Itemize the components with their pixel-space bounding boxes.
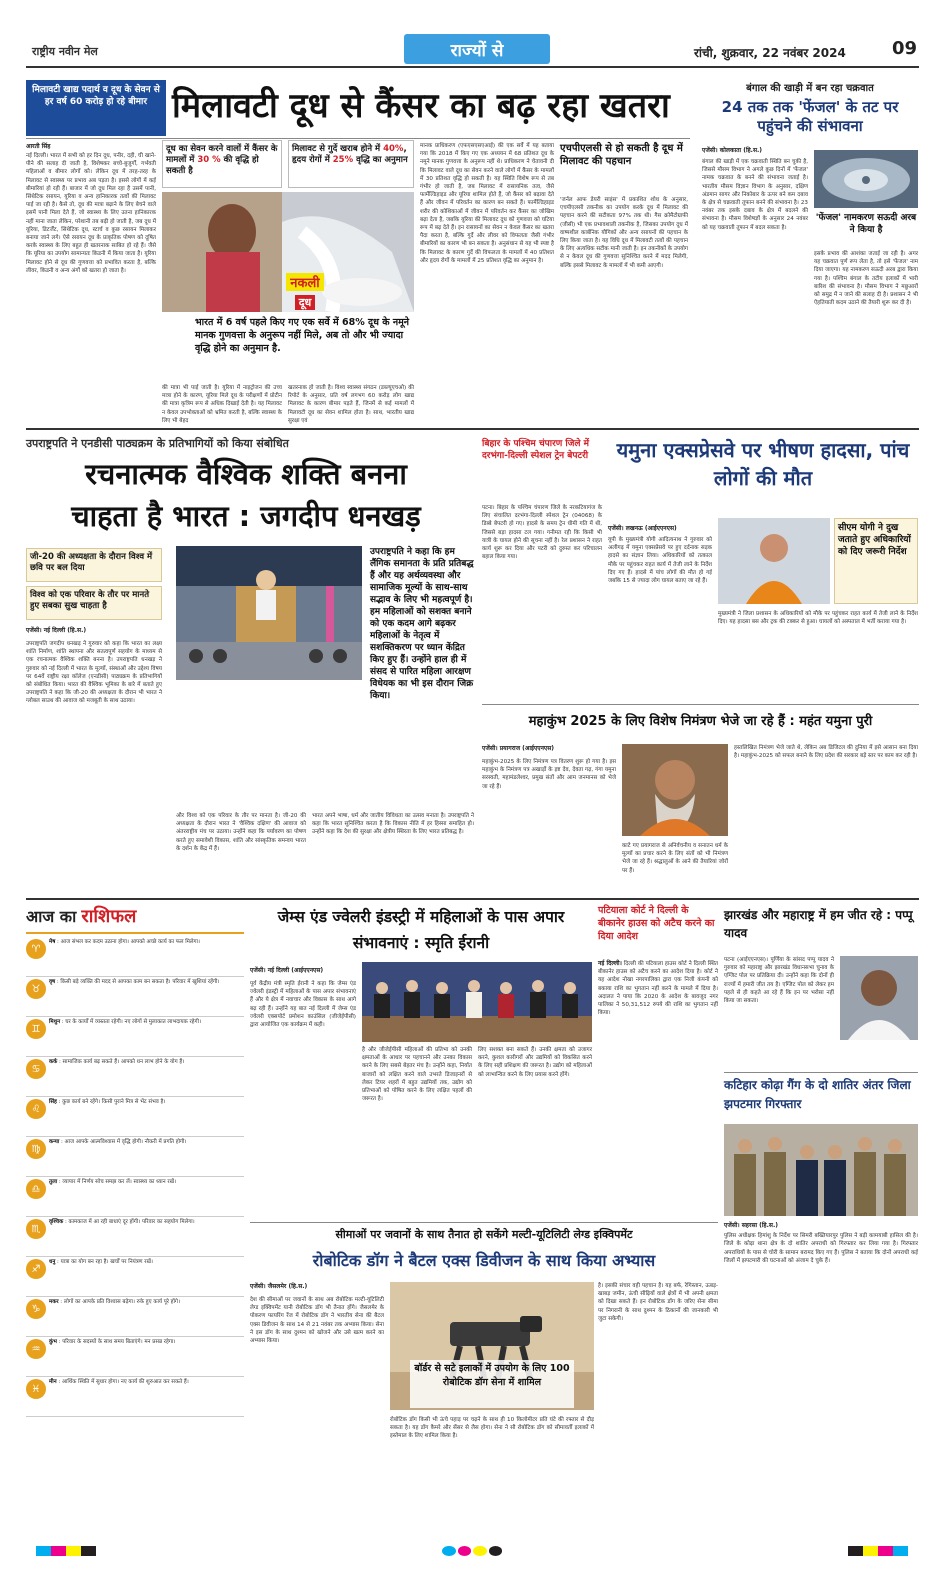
rashi-text: सिंह : कुछ कार्य बने रहेंगे। किसी पुराने मित्र से भेंट संभव है। <box>49 1099 166 1105</box>
smriti-byline: एजेंसी। नई दिल्ली (आईएएनएस) <box>250 967 324 974</box>
dhankhar-callout-2-text: विश्व को एक परिवार के तौर पर मानते हुए सबका सुख चाहता है <box>30 590 150 611</box>
rashi-text: मिथुन : घर के कार्यों में व्यस्तता रहेगी। नए लोगों से मुलाकात लाभदायक रहेगी। <box>49 1019 202 1025</box>
zodiac-icon: ♐ <box>26 1259 46 1279</box>
rashi-prediction: यात्रा का योग बन रहा है। खर्चों पर नियंत्रण रखें। <box>60 1259 153 1265</box>
masthead <box>26 34 919 68</box>
rashi-prediction: आज संभल कर कदम उठाना होगा। आपको अच्छे कार्य का फल मिलेगा। <box>60 939 200 945</box>
rashi-item <box>26 1017 244 1057</box>
rashi-prediction: आर्थिक स्थिति में सुधार होगा। नए कार्य की शुरुआत कर सकते हैं। <box>61 1379 189 1385</box>
callout-1-num: 30 % <box>197 155 221 165</box>
rashi-prediction: किसी बड़े व्यक्ति की मदद से आपका काम बन सकता है। परिवार में खुशियां रहेंगी। <box>60 979 220 985</box>
milk-headline: मिलावटी दूध से कैंसर का बढ़ रहा खतरा <box>172 86 670 126</box>
yogi-caption: सीएम योगी ने दुख जताते हुए अधिकारियों को दिए जरूरी निर्देश <box>838 523 911 557</box>
rashi-sign: कर्क <box>49 1059 58 1065</box>
rashi-prediction: व्यापार में निर्णय सोच समझ कर लें। स्वास्थ्य का ध्यान रखें। <box>62 1179 177 1185</box>
rashi-item <box>26 1297 244 1337</box>
fake-milk-label-1: नकली <box>286 273 323 291</box>
cyclone-caption: 'फेंजल' नामकरण सऊदी अरब ने किया है <box>815 213 917 235</box>
milk-body-1: नई दिल्ली। भारत में सभी को हर दिन दूध, पनीर, दही, घी खाने-पीने की सलाह दी जाती है, विशेषकर बच्चे-बुजुर्गों, गर्भवती महिलाओं व बीमार लोगों को। लेकिन दूध में तरह-तरह के मिलावट से स्वास्थ्य पर प्रभाव अब पड़ता है। इससे लोगों में कई बीमारियां हो रही हैं। बाजार में जो दूध मिल रहा है उसमें पानी, सिंथेटिक रसायन, यूरिया व अन्य हानिकारक तत्वों की मिलावट पाई जा रही है। कैसे तो, दूध की मात्रा बढ़ाने के लिए बेचने वाले इसमें पानी मिला देते हैं, जो स्वास्थ्य के लिए उतना हानिकारक नहीं माना जाता लेकिन, परेशानी तब बढ़ी हो जाती है, जब दूध में यूरिया, डिटर्जेंट, सिंथेटिक दूध, स्टार्च व कुछ रसायन मिलाकर बनाया जाने लगे। ऐसे रसायन दूध के प्राकृतिक पोषण को दूषित करके स्वास्थ्य के लिए बहुत ही खतरनाक साबित हो रहे हैं। जैसे कि यूरिया का उपयोग सामान्यतः किडनी में किया जाता है। यूरिया मिलावट होने से दूध की गुणवत्ता को प्रभावित करता है, बल्कि लीवर, किडनी व अन्य अंगों को खतरा हो जाता है। <box>26 153 156 274</box>
kodha-photo-art <box>724 1124 918 1216</box>
rashifal-box <box>26 904 244 1526</box>
zodiac-icon: ♓ <box>26 1379 46 1399</box>
smriti-headline: जेम्स एंड ज्वेलरी इंडस्ट्री में महिलाओं के पास अपार संभावनाएं : स्मृति ईरानी <box>277 908 565 952</box>
rashi-sign: वृष <box>49 979 56 985</box>
rashi-item <box>26 977 244 1017</box>
callout-2-pre: मिलावट से गुर्दे खराब होने में <box>292 144 381 154</box>
dhankhar-callout-1 <box>26 548 162 582</box>
smriti-body-3: लिए सशक्त बना सकते हैं। उनकी क्षमता को उजागर करने, कुशल कारीगरों और उद्यमियों को विकसित करने के लिए सही प्रशिक्षण की जरूरत है। उद्योग को महिलाओं को लाभान्वित करने के लिए प्रयास करने होंगे। <box>478 1047 592 1078</box>
rashi-text: तुला : व्यापार में निर्णय सोच समझ कर लें। स्वास्थ्य का ध्यान रखें। <box>49 1179 177 1185</box>
dhankhar-body-1: उपराष्ट्रपति जगदीप धनखड़ ने गुरुवार को कहा कि भारत का लक्ष्य शांति निर्माण, शांति स्थापना और सतत्वपूर्ण सहयोग के माध्यम से एक रचनात्मक वैश्विक शक्ति बनना है। उपराष्ट्रपति धनखड़ ने गुरुवार को नई दिल्ली में भारत के मूल्यों, संस्थाओं और उद्देश्य विषय पर 64वें राष्ट्रीय रक्षा कॉलेज (एनडीसी) पाठ्यक्रम के प्रतिभागियों को संबोधित किया। भारत की वैश्विक भूमिका के बारे में बताते हुए उपराष्ट्रपति ने कहा कि जी-20 की अध्यक्षता के दौरान भी भारत ने ग्लोबल साउथ की आवाज को मजबूती के साथ उठाया। <box>26 641 162 705</box>
rashi-prediction: घर के कार्यों में व्यस्तता रहेगी। नए लोगों से मुलाकात लाभदायक रहेगी। <box>65 1019 202 1025</box>
train-body: पटना। बिहार के पश्चिम चंपारण जिले के नरकटियागंज के लिए संचालित दरभंगा-दिल्ली स्पेशल ट्रेन (04068) के डिब्बे बेपटरी हो गए। हादसे के समय ट्रेन धीमी गति में थी, जिससे बड़ा हादसा टल गया। गनीमत रही कि किसी भी यात्री के घायल होने की सूचना नहीं है। रेल प्रशासन ने राहत कार्य शुरू कर दिया और पटरी को दुरुस्त कर परिचालन बहाल किया गया। <box>482 505 602 561</box>
yamuna-body-2: मुख्यमंत्री ने जिला प्रशासन के अधिकारियों को मौके पर पहुंचकर राहत कार्य में तेजी लाने के निर्देश दिए। यह हादसा बस और ट्रक की टक्कर से हुआ। घायलों को अस्पताल में भर्ती कराया गया है। <box>718 611 918 626</box>
color-bar-right <box>848 1546 908 1556</box>
milk-body-5: 'जर्नल आफ डेयरी साइंस' में प्रकाशित शोध के अनुसार, एचपीएलसी तकनीक का उपयोग करके दूध में मिलावट की पहचान करने की सटीकता 97% तक थी। गैस क्रोमैटोग्राफी (जीसी) भी एक प्रभावशाली तकनीक है, जिसका उपयोग दूध में वाष्पशील कार्बनिक यौगिकों और अन्य रसायनों की पहचान के लिए किया जाता है। यह विधि दूध में मिलावटी तत्वों की पहचान के लिए अत्यधिक सटीक मानी जाती है। इन तकनीकों के उपयोग से न केवल दूध की गुणवत्ता सुनिश्चित करने में मदद मिलेगी, बल्कि इससे मिलावट के मामलों में भी कमी आएगी। <box>560 197 688 269</box>
dhankhar-photo <box>176 546 362 680</box>
milk-body-2: की मात्रा भी पाई जाती है। यूरिया में नाइट्रोजन की उच्च मात्रा होने के कारण, यूरिया मिले दूध के परीक्षणों में प्रोटीन की मात्रा कृत्रिम रूप से अधिक दिखाई देती है। यह मिलावट न केवल उपभोक्ताओं को भ्रमित करती है, बल्कि स्वास्थ्य के लिए भी बेहद <box>162 385 282 424</box>
yamuna-byline: एजेंसी। लखनऊ (आईएएनएस) <box>608 525 677 532</box>
rashi-item <box>26 1217 244 1257</box>
zodiac-icon: ♉ <box>26 979 46 999</box>
fake-milk-label-2: दूध <box>295 295 316 310</box>
zodiac-icon: ♑ <box>26 1299 46 1319</box>
robodog-body-3: रोबोटिक डॉग किसी भी ऊंचे पहाड़ पर चढ़ने के साथ ही 10 किलोमीटर प्रति घंटे की रफ्तार से दौड़ सकता है। यह डॉग कैमरे और सेंसर से लैस होगा। सेना ने सौ रोबोटिक डॉग को सीमावर्ती इलाकों में इस्तेमाल के लिए शामिल किया है। <box>390 1417 594 1440</box>
rashi-sign: कुंभ <box>49 1339 57 1345</box>
rashi-text: वृष : किसी बड़े व्यक्ति की मदद से आपका काम बन सकता है। परिवार में खुशियां रहेंगी। <box>49 979 220 985</box>
rashi-item <box>26 1097 244 1137</box>
milk-kicker: मिलावटी खाद्य पदार्थ व दूध के सेवन से हर वर्ष 60 करोड़ हो रहे बीमार <box>32 85 160 107</box>
callout-1-pre: दूध का सेवन करने वालों में कैंसर के मामलों में <box>166 144 278 165</box>
mahakumbh-byline: एजेंसी। प्रयागराज (आईएएनएस) <box>482 745 555 752</box>
rashi-text: कुंभ : परिवार के सदस्यों के साथ समय बिताएंगे। मन प्रसन्न रहेगा। <box>49 1339 176 1345</box>
robodog-byline: एजेंसी। जैसलमेर (हि.स.) <box>250 1283 308 1290</box>
mahakumbh-body-1: महाकुंभ-2025 के लिए निमंत्रण पत्र वितरण शुरू हो गया है। इस महाकुंभ के निमंत्रण पत्र अखाड़ों के इष्ट देव, देवता गढ़, गंगा यमुना सरस्वती, महामंडलेश्वर, प्रमुख संतों और आम जनमानस को भेजे जा रहे हैं। <box>482 759 616 790</box>
paper-name: राष्ट्रीय नवीन मेल <box>32 45 98 58</box>
dhankhar-callout-2 <box>26 586 162 620</box>
dhankhar-headline-1: रचनात्मक वैश्विक शक्ति बनना <box>85 457 407 491</box>
rashifal-title-main: राशिफल <box>81 906 137 927</box>
rashi-sign: सिंह <box>49 1099 57 1105</box>
color-bar-center <box>442 1546 502 1556</box>
dhankhar-kicker: उपराष्ट्रपति ने एनडीसी पाठ्यक्रम के प्रतिभागियों को किया संबोधित <box>26 437 289 450</box>
milk-kicker-box <box>26 80 166 136</box>
section-title: राज्यों से <box>450 41 504 61</box>
rashi-sign: कन्या <box>49 1139 60 1145</box>
yamuna-body-1: यूपी के मुख्यमंत्री योगी आदित्यनाथ ने गुरुवार को अलीगढ़ में यमुना एक्सप्रेसवे पर हुए दर्दनाक सड़क हादसे का संज्ञान लिया। अधिकारियों को तत्काल मौके पर पहुंचकर राहत कार्य में तेजी लाने के निर्देश दिए गए हैं। हादसे में पांच लोगों की मौत हो गई जबकि 15 से ज्यादा लोग घायल बताए जा रहे हैं। <box>608 537 712 585</box>
kodha-headline: कटिहार कोढ़ा गैंग के दो शातिर अंतर जिला झपटमार गिरफ्तार <box>724 1078 911 1111</box>
callout-2-num-1: 40% <box>383 144 404 154</box>
kodha-body-text: पुलिस अधीक्षक हिमांशु के निर्देश पर सिमरी बख्तियारपुर पुलिस ने बड़ी कामयाबी हासिल की है। जिले के कोढ़ा थाना क्षेत्र के दो शातिर अपराधी को गिरफ्तार कर लिया गया है। गिरफ्तार अपराधियों के पास से चोरी के सामान बरामद किए गए हैं। पुलिस ने बताया कि दोनों अपराधी कई जिलों में झपटमारी की घटनाओं को अंजाम दे चुके हैं। <box>724 1233 918 1264</box>
fake-milk-label <box>268 272 342 312</box>
rashi-item <box>26 937 244 977</box>
mahakumbh-headline: महाकुंभ 2025 के लिए विशेष निमंत्रण भेजे जा रहे हैं : महंत यमुना पुरी <box>528 714 873 729</box>
sadhu-photo <box>622 744 728 836</box>
cyclone-headline: 24 तक तक 'फेंजल' के तट पर पहुंचने की संभावना <box>721 98 899 135</box>
robodog-body-1: देश की सीमाओं पर जवानों के साथ अब रोबोटिक मल्टी-यूटिलिटी लेग्ड इक्विपमेंट यानी रोबोटिक डॉग भी तैनात होंगे। जैसलमेर के पोकरण फायरिंग रेंज में रोबोटिक डॉग ने भारतीय सेना की बैटल एक्स डिवीजन के साथ 14 से 21 नवंबर तक अभ्यास किया। सेना ने इस डॉग के साथ दुश्मन को खोजने और उसे खत्म करने का अभ्यास किया। <box>250 1297 384 1345</box>
yogi-photo-art <box>718 518 830 604</box>
rashifal-title-pre: आज का <box>26 907 77 926</box>
mahakumbh-body-2: काटे गए प्रयागराज से अनिर्वचनीय व सनातन धर्म के मूल्यों का प्रचार करने के लिए संतों को भी निमंत्रण भेजे जा रहे हैं। श्रद्धालुओं के आने की तैयारियां जोरों पर हैं। <box>622 843 728 874</box>
rashi-sign: तुला <box>49 1179 58 1185</box>
kodha-photo <box>724 1124 918 1216</box>
zodiac-icon: ♌ <box>26 1099 46 1119</box>
zodiac-icon: ♏ <box>26 1219 46 1239</box>
rashifal-title <box>26 904 244 934</box>
robodog-caption-box <box>410 1360 574 1408</box>
date-line: रांची, शुक्रवार, 22 नवंबर 2024 <box>694 46 846 60</box>
rashi-prediction: सामाजिक कार्य बढ़ सकते हैं। आपको धन लाभ होने के योग हैं। <box>62 1059 185 1065</box>
robodog-caption: बॉर्डर से सटे इलाकों में उपयोग के लिए 100 रोबोटिक डॉग सेना में शामिल <box>414 1363 570 1388</box>
zodiac-icon: ♍ <box>26 1139 46 1159</box>
zodiac-icon: ♋ <box>26 1059 46 1079</box>
milk-body-4: मानक प्राधिकरण (एफएसएसएआई) की एक सर्वे में यह बताया गया कि 2018 में किए गए एक अध्ययन में 68 प्रतिशत दूध के नमूने मानक गुणवत्ता के अनुरूप नहीं थे। प्राधिकरण ने चेतावनी दी कि मिलावट वाले दूध का सेवन करने वाले लोगों में कैंसर के मामलों में 30 प्रतिशत वृद्धि हो सकती है। यह स्थिति विशेष रूप से तब गंभीर हो जाती है, जब मिलावट में रासायनिक तत्व, जैसे फार्मेल्डिहाइड और यूरिया शामिल होते हैं, जो कैंसर को बढ़ावा देते हैं और जीवन में परिवर्तन का कारण बन सकते हैं। फार्मेल्डिहाइड शरीर की कोशिकाओं में जीवन में परिवर्तन कर कैंसर का जोखिम बढ़ा देता है, जबकि यूरिया की मिलावट दूध को गुणवत्ता को घटिया रूप में बढ़ देते हैं। इन रासायनों का सेवन न केवल कैंसर का खतरा पैदा करता है, बल्कि गुर्दे और लीवर को विफलता जैसी गंभीर बीमारियों का कारण भी बन सकता है। अनुसंधान से यह भी स्पष्ट है कि मिलावट के कारण गुर्दे की विफलता के मामलों में 40 प्रतिशत और हृदय रोगों के मामलों में 25 प्रतिशत वृद्धि का अनुमान है। <box>420 143 554 264</box>
rashi-prediction: कामकाज में आ रही बाधाएं दूर होंगी। परिवार का सहयोग मिलेगा। <box>68 1219 195 1225</box>
cyclone-body-1: बंगाल की खाड़ी में एक चक्रवाती स्थिति बन चुकी है, जिससे मौसम विभाग ने अगले कुछ दिनों में 'फेंजल' नामक चक्रवात के बनने की संभावना जताई है। भारतीय मौसम विज्ञान विभाग के अनुसार, दक्षिण अंडमान सागर और निकोबार के ऊपर बने कम दबाव के क्षेत्र से चक्रवाती तूफान बनने की संभावना है। 23 नवंबर तक इसके दबाव के क्षेत्र में बदलने की संभावना है। मौसम विशेषज्ञों के अनुसार 24 नवंबर को यह चक्रवाती तूफान में बदल सकता है। <box>702 159 808 231</box>
sadhu-photo-art <box>622 744 728 836</box>
rashi-text: कर्क : सामाजिक कार्य बढ़ सकते हैं। आपको धन लाभ होने के योग हैं। <box>49 1059 185 1065</box>
milk-pullquote: भारत में 6 वर्ष पहले किए गए एक सर्वे में 68% दूध के नमूने मानक गुणवत्ता के अनुरूप नहीं मिले, अब तो और भी ज्यादा वृद्धि होने का अनुमान है. <box>195 317 410 354</box>
callout-1-post: की वृद्धि हो सकती है <box>166 155 259 176</box>
pappu-headline: झारखंड और महाराष्ट्र में हम जीत रहे : पप्पू यादव <box>724 908 913 940</box>
mahakumbh-body-3: हस्तलिखित निमंत्रण भेजे जाते थे, लेकिन अब डिजिटल की दुनिया में इसे आसान बना दिया है। महाकुंभ-2025 को सफल बनाने के लिए प्रदेश की सरकार बड़े स्तर पर काम कर रही है। <box>734 745 918 760</box>
cyclone-body-2: इसके प्रभाव की आशंका जताई जा रही है। अगर यह चक्रवात पूर्ण रूप लेता है, तो इसे 'फेंजल' नाम दिया जाएगा। यह नामकरण सऊदी अरब द्वारा किया गया है। पश्चिम बंगाल के तटीय इलाकों में भारी बारिश की संभावना है। मौसम विभाग ने मछुआरों को समुद्र में न जाने की सलाह दी है। प्रशासन ने भी ऐहतियाती कदम उठाने की तैयारी शुरू कर दी है। <box>814 251 918 307</box>
yogi-caption-box <box>834 518 918 604</box>
kodha-body <box>724 1222 918 1522</box>
milk-body-3: खतरनाक हो जाती है। विश्व स्वास्थ्य संगठन (डब्ल्यूएचओ) की रिपोर्ट के अनुसार, प्रति वर्ष लगभग 60 करोड़ लोग खाद्य मिलावट के कारण बीमार पड़ते हैं, जिनमें से कई मामलों में मिलावटी दूध का सेवन शामिल होता है। साथ, भारतीय खाद्य सुरक्षा एवं <box>288 385 414 424</box>
dhankhar-byline: एजेंसी। नई दिल्ली (हि.स.) <box>26 627 87 634</box>
color-bar-left <box>36 1546 96 1556</box>
zodiac-icon: ♈ <box>26 939 46 959</box>
rashi-item <box>26 1257 244 1297</box>
cyclone-kicker: बंगाल की खाड़ी में बन रहा चक्रवात <box>746 83 874 94</box>
yogi-photo <box>718 518 830 604</box>
pappu-body: पटना (आईएएनएस)। पूर्णिया के सांसद पप्पू यादव ने गुरुवार को महाराष्ट्र और झारखंड विधानसभा चुनाव के एग्जिट पोल पर प्रतिक्रिया दी। उन्होंने कहा कि दोनों ही राज्यों में हमारी जीत तय है। एग्जिट पोल को लेकर हम पहले से ही कहते आ रहे हैं कि इन पर भरोसा नहीं किया जा सकता। <box>724 957 834 1005</box>
patiala-byline: नई दिल्ली। <box>598 960 622 967</box>
smriti-body-2: है और जीजेईपीसी महिलाओं की प्रतिभा को उनकी क्षमताओं के आधार पर पहचानने और उनका विकास करने के लिए सबसे बेहतर मंच है। उन्होंने कहा, निर्यात बाजारों को लक्षित करने वाले उभरते डिजाइनरों से लेकर टियर शहरों में बहुत उद्यमियों तक, उद्योग को प्रतिभाओं को पोषित करने के लिए लक्षित पहलों की जरूरत है। <box>362 1047 472 1103</box>
robodog-headline-2: रोबोटिक डॉग ने बैटल एक्स डिवीजन के साथ किया अभ्यास <box>312 1251 656 1270</box>
milk-subhead: एचपीएलसी से हो सकती है दूध में मिलावट की पहचान <box>560 143 683 167</box>
rashi-prediction: कुछ कार्य बने रहेंगे। किसी पुराने मित्र से भेंट संभव है। <box>62 1099 166 1105</box>
rashi-sign: मीन <box>49 1379 57 1385</box>
patiala-body <box>598 960 718 1218</box>
dhankhar-headline-2: चाहता है भारत : जगदीप धनखड़ <box>71 499 421 533</box>
patiala-body-text: दिल्ली की पटियाला हाउस कोर्ट ने दिल्ली स्थित बीकानेर हाउस को अटैच करने का आदेश दिया है। कोर्ट ने यह आदेश नोखा नगरपालिका द्वारा एक निजी कंपनी को बकाया राशि का भुगतान नहीं करने के मामले में दिया है। अदालत ने पाया कि 2020 के आदेश के बावजूद नगर पालिका ने 50,31,512 रुपये की राशि का भुगतान नहीं किया। <box>598 961 718 1017</box>
rashi-sign: वृश्चिक <box>49 1219 64 1225</box>
yamuna-headline: यमुना एक्सप्रेसवे पर भीषण हादसा, पांच लोगों की मौत <box>616 438 910 490</box>
rashi-prediction: लोगों का आपके प्रति विश्वास बढ़ेगा। रुके हुए कार्य पूरे होंगे। <box>63 1299 181 1305</box>
callout-2-num-2: 25% <box>332 155 354 165</box>
smriti-photo <box>362 962 592 1042</box>
dhankhar-pullquote: उपराष्ट्रपति ने कहा कि हम लैंगिक समानता के प्रति प्रतिबद्ध हैं और यह अर्थव्यवस्था और सामाजिक मूल्यों के साथ-साथ सद्भाव के लिए भी महत्वपूर्ण है। हम महिलाओं को सशक्त बनाने को एक कदम आगे बढ़कर महिलाओं के नेतृत्व में सशक्तिकरण पर ध्यान केंद्रित किए हुए हैं। उन्होंने हाल ही में संसद से पारित महिला आरक्षण विधेयक का भी इस दौरान जिक्र किया। <box>370 547 474 701</box>
dhankhar-callout-1-text: जी-20 की अध्यक्षता के दौरान विश्व में छवि पर बल दिया <box>30 552 153 573</box>
rashi-prediction: परिवार के सदस्यों के साथ समय बिताएंगे। मन प्रसन्न रहेगा। <box>62 1339 176 1345</box>
rashi-sign: मेष <box>49 939 56 945</box>
rashi-item <box>26 1137 244 1177</box>
cyclone-photo-art <box>814 150 918 208</box>
smriti-photo-art <box>362 962 592 1042</box>
zodiac-icon: ♒ <box>26 1339 46 1359</box>
dhankhar-photo-art <box>176 546 362 680</box>
rashi-prediction: आज आपके आत्मविश्वास में वृद्धि होगी। नौकरी में प्रगति होगी। <box>64 1139 187 1145</box>
rashi-item <box>26 1057 244 1097</box>
rashi-item <box>26 1337 244 1377</box>
cyclone-byline: एजेंसी। कोलकाता (हि.स.) <box>702 147 763 154</box>
rashi-text: धनु : यात्रा का योग बन रहा है। खर्चों पर नियंत्रण रखें। <box>49 1259 153 1265</box>
smriti-body-1: पूर्व केंद्रीय मंत्री स्मृति ईरानी ने कहा कि जेम्स एंड ज्वेलरी इंडस्ट्री में महिलाओं के पास अपार संभावनाएं हैं और ये क्षेत्र में नवाचार और विकास के साथ आगे बढ़ रही हैं। उन्होंने यह बात नई दिल्ली में जेम्स एंड ज्वेलरी एक्सपोर्ट प्रमोशन काउंसिल (जीजेईपीसी) द्वारा आयोजित एक कार्यक्रम में कही। <box>250 981 356 1029</box>
milk-callout-2 <box>288 140 414 188</box>
rashi-item <box>26 1177 244 1217</box>
rashi-sign: धनु <box>49 1259 56 1265</box>
milk-callout-1 <box>162 140 282 188</box>
rashi-text: मीन : आर्थिक स्थिति में सुधार होगा। नए कार्य की शुरुआत कर सकते हैं। <box>49 1379 189 1385</box>
callout-2-post: वृद्धि का अनुमान <box>356 155 408 165</box>
pappu-photo-art <box>840 956 918 1040</box>
rashi-text: मकर : लोगों का आपके प्रति विश्वास बढ़ेगा। रुके हुए कार्य पूरे होंगे। <box>49 1299 181 1305</box>
patiala-headline: पटियाला कोर्ट ने दिल्ली के बीकानेर हाउस को अटैच करने का दिया आदेश <box>598 905 715 942</box>
rashi-text: वृश्चिक : कामकाज में आ रही बाधाएं दूर होंगी। परिवार का सहयोग मिलेगा। <box>49 1219 195 1225</box>
cyclone-photo <box>814 150 918 208</box>
dhankhar-body-3: भारत अपने भाषा, धर्म और जातीय विविधता का उत्सव मनाता है। उपराष्ट्रपति ने कहा कि भारत सुनिश्चित करता है कि विकास नीति में हर हिस्सा समाहित हो। उन्होंने कहा कि देश की सुरक्षा और क्षेत्रीय स्थिरता के लिए भारत प्रतिबद्ध है। <box>312 813 474 836</box>
rashi-sign: मिथुन <box>49 1019 61 1025</box>
rashi-text: कन्या : आज आपके आत्मविश्वास में वृद्धि होगी। नौकरी में प्रगति होगी। <box>49 1139 187 1145</box>
page-number: 09 <box>892 38 918 59</box>
zodiac-icon: ♊ <box>26 1019 46 1039</box>
dhankhar-body-2: और विश्व को एक परिवार के तौर पर मानता है। जी-20 की अध्यक्षता के दौरान भारत ने 'वैश्विक दक्षिण' की आवाज को अंतरराष्ट्रीय मंच पर उठाया। उन्होंने कहा कि पर्यावरण का पोषण करते हुए समावेशी विकास, शांति और सांस्कृतिक समन्वय भारत के दर्शन के केंद्र में हैं। <box>176 813 306 852</box>
robodog-body-2: है। इसकी संचार वही पहचान है। यह बर्फ, रेगिस्तान, ऊबड़-खाबड़ जमीन, ऊंची सीढ़ियों वाले क्षेत्रों में भी अपनी क्षमता को दिखा सकते हैं। इन रोबोटिक डॉग के जरिए सेना सीमा पर निगरानी के साथ दुश्मन के ठिकानों की जानकारी भी जुटा सकेगी। <box>598 1283 718 1322</box>
train-headline: बिहार के पश्चिम चंपारण जिले में दरभंगा-दिल्ली स्पेशल ट्रेन बेपटरी <box>482 439 590 461</box>
milk-byline: आरती सिंह <box>26 143 51 150</box>
zodiac-icon: ♎ <box>26 1179 46 1199</box>
callout-2-mid: , हृदय रोगों में <box>292 144 407 165</box>
kodha-byline: एजेंसी। सहरसा (हि.स.) <box>724 1222 778 1229</box>
rashi-sign: मकर <box>49 1299 59 1305</box>
robodog-headline-1: सीमाओं पर जवानों के साथ तैनात हो सकेंगे मल्टी-यूटिलिटी लेग्ड इक्विपमेंट <box>335 1228 633 1241</box>
rashi-list <box>26 934 244 1417</box>
pappu-photo <box>840 956 918 1040</box>
rashi-item <box>26 1377 244 1417</box>
rashi-text: मेष : आज संभल कर कदम उठाना होगा। आपको अच्छे कार्य का फल मिलेगा। <box>49 939 200 945</box>
